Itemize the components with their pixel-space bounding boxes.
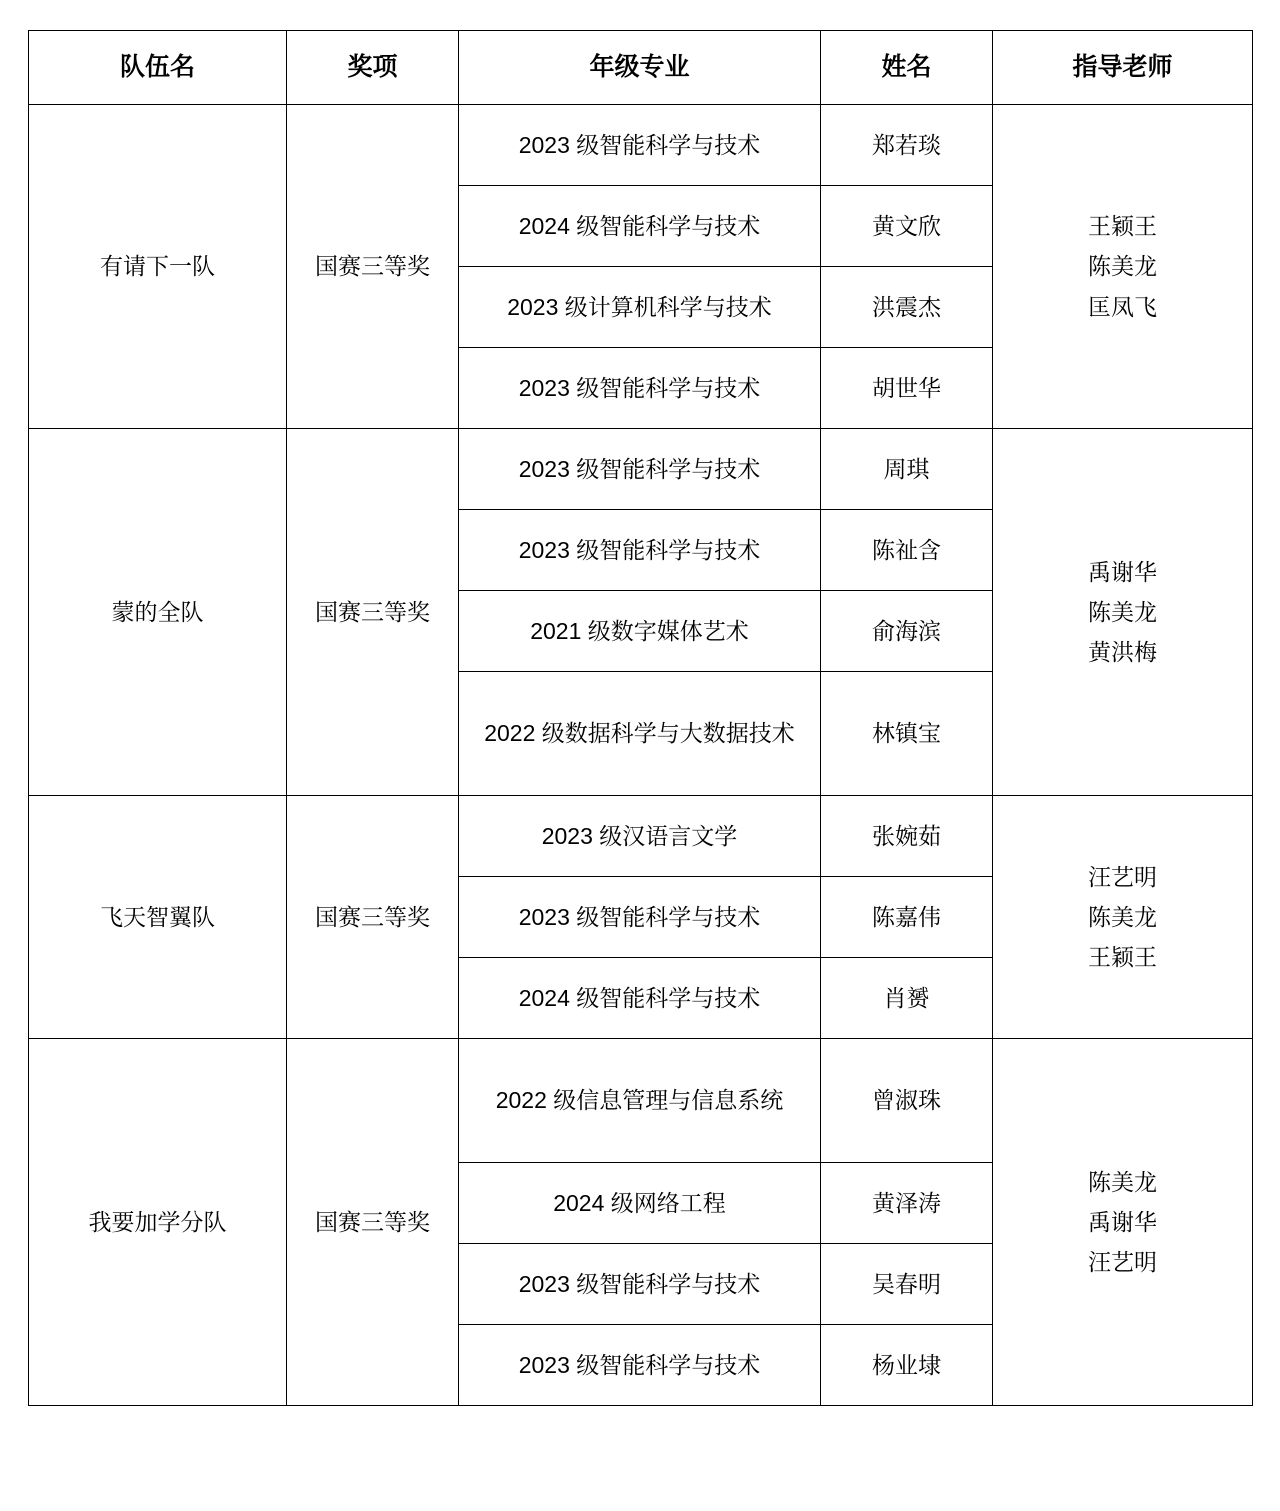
major-cell: 2023 级智能科学与技术 <box>459 429 821 510</box>
student-name-cell: 郑若琰 <box>821 105 993 186</box>
major-cell: 2023 级智能科学与技术 <box>459 348 821 429</box>
student-name-cell: 黄泽涛 <box>821 1163 993 1244</box>
table-row <box>29 105 1253 186</box>
column-header-award: 奖项 <box>287 31 459 105</box>
mentor-cell <box>993 105 1253 429</box>
mentor-name: 王颖王 <box>1088 213 1157 240</box>
team-name-cell: 飞天智翼队 <box>29 796 287 1039</box>
major-cell: 2024 级智能科学与技术 <box>459 186 821 267</box>
mentor-name: 陈美龙 <box>1088 1168 1157 1195</box>
award-results-table <box>28 30 1253 1406</box>
major-cell: 2024 级智能科学与技术 <box>459 958 821 1039</box>
major-cell: 2023 级智能科学与技术 <box>459 1325 821 1406</box>
column-header-team: 队伍名 <box>29 31 287 105</box>
mentor-name: 陈美龙 <box>1088 253 1157 280</box>
major-cell: 2023 级计算机科学与技术 <box>459 267 821 348</box>
mentor-name: 陈美龙 <box>1088 903 1157 930</box>
mentor-name: 陈美龙 <box>1088 598 1157 625</box>
mentor-cell <box>993 1039 1253 1406</box>
mentor-name: 黄洪梅 <box>1088 639 1157 666</box>
team-name-cell: 我要加学分队 <box>29 1039 287 1406</box>
table-body <box>29 105 1253 1406</box>
mentor-name: 禹谢华 <box>1088 558 1157 585</box>
student-name-cell: 曾淑珠 <box>821 1039 993 1163</box>
table-row <box>29 796 1253 877</box>
student-name-cell: 俞海滨 <box>821 591 993 672</box>
team-name-cell: 有请下一队 <box>29 105 287 429</box>
student-name-cell: 吴春明 <box>821 1244 993 1325</box>
major-cell: 2023 级智能科学与技术 <box>459 877 821 958</box>
major-cell: 2022 级数据科学与大数据技术 <box>459 672 821 796</box>
student-name-cell: 肖赟 <box>821 958 993 1039</box>
student-name-cell: 陈嘉伟 <box>821 877 993 958</box>
student-name-cell: 胡世华 <box>821 348 993 429</box>
table-row <box>29 1039 1253 1163</box>
table-header-row <box>29 31 1253 105</box>
major-cell: 2021 级数字媒体艺术 <box>459 591 821 672</box>
major-cell: 2023 级智能科学与技术 <box>459 510 821 591</box>
mentor-name: 禹谢华 <box>1088 1208 1157 1235</box>
major-cell: 2023 级智能科学与技术 <box>459 105 821 186</box>
student-name-cell: 林镇宝 <box>821 672 993 796</box>
column-header-mentor: 指导老师 <box>993 31 1253 105</box>
student-name-cell: 周琪 <box>821 429 993 510</box>
mentor-name: 汪艺明 <box>1088 1249 1157 1276</box>
mentor-cell <box>993 796 1253 1039</box>
mentor-name: 汪艺明 <box>1088 863 1157 890</box>
mentor-name: 匡凤飞 <box>1088 293 1157 320</box>
student-name-cell: 洪震杰 <box>821 267 993 348</box>
student-name-cell: 陈祉含 <box>821 510 993 591</box>
mentor-cell <box>993 429 1253 796</box>
column-header-major: 年级专业 <box>459 31 821 105</box>
award-cell: 国赛三等奖 <box>287 429 459 796</box>
award-cell: 国赛三等奖 <box>287 796 459 1039</box>
team-name-cell: 蒙的全队 <box>29 429 287 796</box>
table-header <box>29 31 1253 105</box>
major-cell: 2022 级信息管理与信息系统 <box>459 1039 821 1163</box>
major-cell: 2023 级汉语言文学 <box>459 796 821 877</box>
table-row <box>29 429 1253 510</box>
major-cell: 2023 级智能科学与技术 <box>459 1244 821 1325</box>
award-cell: 国赛三等奖 <box>287 1039 459 1406</box>
student-name-cell: 黄文欣 <box>821 186 993 267</box>
student-name-cell: 杨业埭 <box>821 1325 993 1406</box>
major-cell: 2024 级网络工程 <box>459 1163 821 1244</box>
student-name-cell: 张婉茹 <box>821 796 993 877</box>
mentor-name: 王颖王 <box>1088 944 1157 971</box>
column-header-name: 姓名 <box>821 31 993 105</box>
award-cell: 国赛三等奖 <box>287 105 459 429</box>
